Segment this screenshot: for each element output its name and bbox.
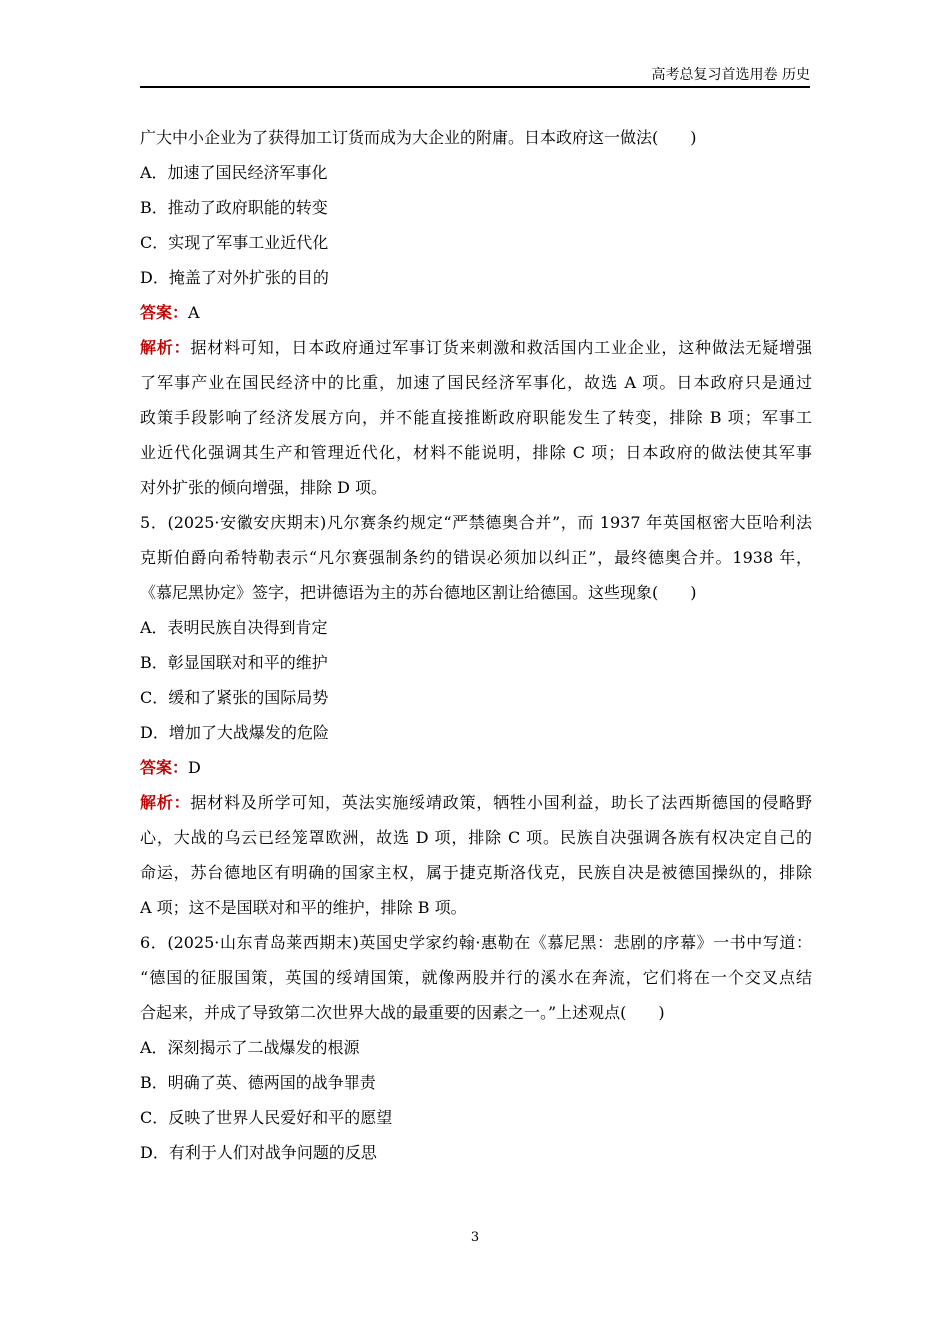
page-header [140,64,810,88]
option-a: A．加速了国民经济军事化 [140,163,328,182]
question-6 [140,925,812,1170]
analysis-line: 命运，苏台德地区有明确的国家主权，属于捷克斯洛伐克，民族自决是被德国操纵的，排除 [140,863,812,882]
analysis-line: 了军事产业在国民经济中的比重，加速了国民经济军事化，故选 A 项。日本政府只是通过 [140,373,812,392]
option-b: B．彰显国联对和平的维护 [140,653,328,672]
option-c: C．缓和了紧张的国际局势 [140,688,329,707]
answer-value: D [188,758,201,777]
analysis-text: 据材料可知，日本政府通过军事订货来刺激和救活国内工业企业，这种做法无疑增强 [190,338,812,357]
option-c: C．实现了军事工业近代化 [140,233,329,252]
page-content [140,120,812,1170]
option-c: C．反映了世界人民爱好和平的愿望 [140,1108,393,1127]
option-b: B．推动了政府职能的转变 [140,198,328,217]
option-d: D．增加了大战爆发的危险 [140,723,329,742]
question-stem-line: 克斯伯爵向希特勒表示“凡尔赛强制条约的错误必须加以纠正”，最终德奥合并。1938 年， [140,548,812,567]
question-stem-line: 合起来，并成了导致第二次世界大战的最重要的因素之一。”上述观点( ) [140,1003,665,1022]
option-d: D．掩盖了对外扩张的目的 [140,268,329,287]
analysis-label: 解析： [140,793,191,812]
question-stem-line: 《慕尼黑协定》签字，把讲德语为主的苏台德地区割让给德国。这些现象( ) [140,583,697,602]
question-number: 5． [140,513,168,532]
answer-line [140,750,812,785]
question-source: (2025·安徽安庆期末) [167,513,327,532]
question-4 [140,120,812,505]
analysis-label: 解析： [140,338,191,357]
question-stem-text: 凡尔赛条约规定“严禁德奥合并”，而 1937 年英国枢密大臣哈利法 [326,513,812,532]
answer-label: 答案： [140,303,189,322]
question-5 [140,505,812,925]
option-a: A．表明民族自决得到肯定 [140,618,328,637]
question-stem-line [140,925,812,960]
option-a: A．深刻揭示了二战爆发的根源 [140,1038,360,1057]
analysis-line: 心，大战的乌云已经笼罩欧洲，故选 D 项，排除 C 项。民族自决强调各族有权决定自己的 [140,828,812,847]
analysis-text: 据材料及所学可知，英法实施绥靖政策，牺牲小国利益，助长了法西斯德国的侵略野 [190,793,812,812]
question-stem-text: 英国史学家约翰·惠勒在《慕尼黑：悲剧的序幕》一书中写道： [358,933,812,952]
answer-label: 答案： [140,758,189,777]
header-title: 高考总复习首选用卷 历史 [651,67,810,83]
analysis-line: 对外扩张的倾向增强，排除 D 项。 [140,478,388,497]
question-stem-line: 广大中小企业为了获得加工订货而成为大企业的附庸。日本政府这一做法( ) [140,128,697,147]
analysis-line [140,785,812,820]
option-b: B．明确了英、德两国的战争罪责 [140,1073,376,1092]
answer-line [140,295,812,330]
analysis-line: A 项；这不是国联对和平的维护，排除 B 项。 [140,898,467,917]
page-number: 3 [470,1230,480,1245]
option-d: D．有利于人们对战争问题的反思 [140,1143,377,1162]
question-number: 6． [140,933,168,952]
answer-value: A [188,303,200,322]
analysis-line: 业近代化强调其生产和管理近代化，材料不能说明，排除 C 项；日本政府的做法使其军事 [140,443,812,462]
question-stem-line: “德国的征服国策，英国的绥靖国策，就像两股并行的溪水在奔流，它们将在一个交叉点结 [140,968,812,987]
question-stem-line [140,505,812,540]
analysis-line: 政策手段影响了经济发展方向，并不能直接推断政府职能发生了转变，排除 B 项；军事工 [140,408,812,427]
question-source: (2025·山东青岛莱西期末) [167,933,359,952]
analysis-line [140,330,812,365]
